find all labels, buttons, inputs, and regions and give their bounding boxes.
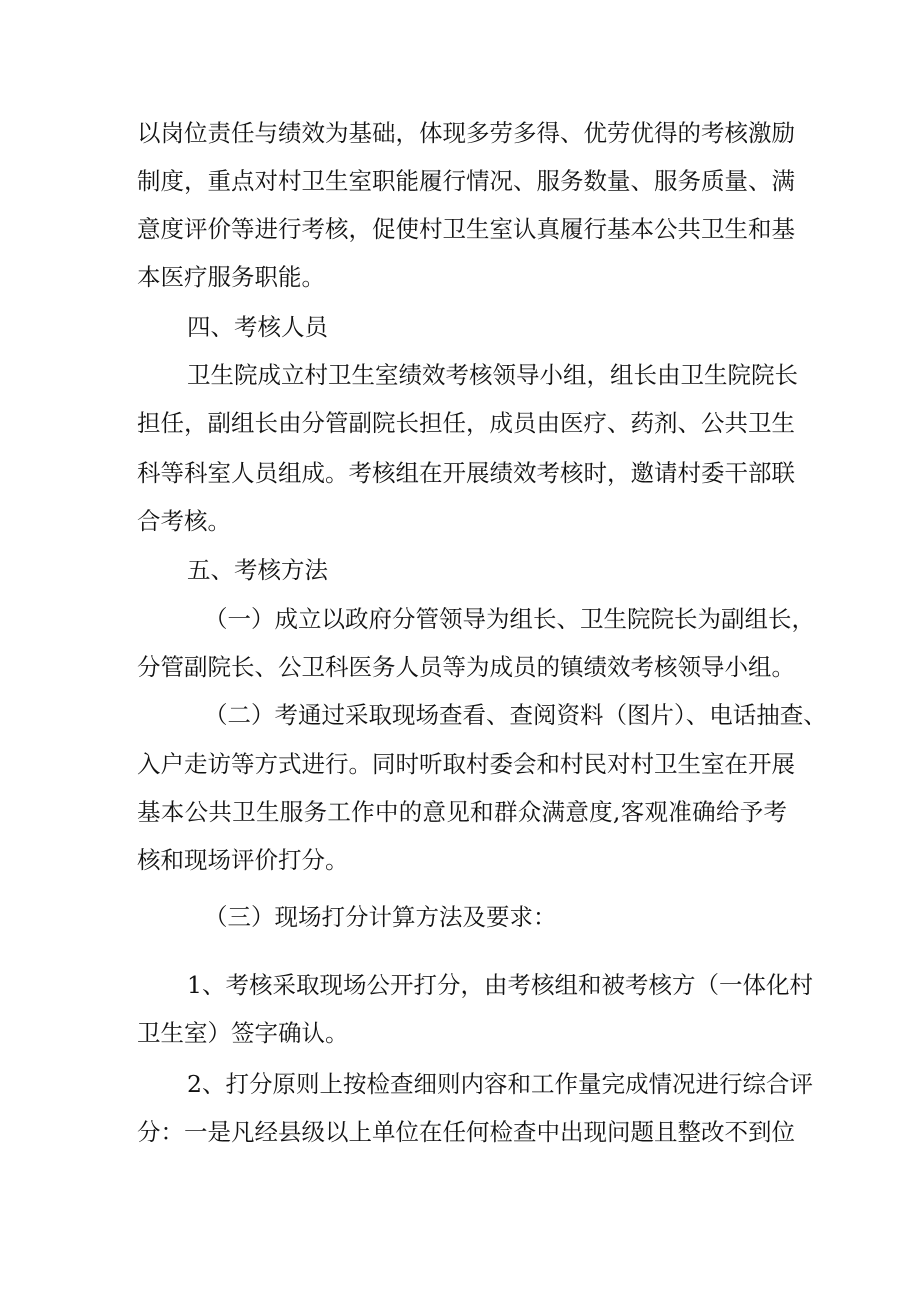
text-line: （二）考通过采取现场查看、查阅资料（图片）、电话抽查、 bbox=[204, 701, 827, 729]
text-line: （一）成立以政府分管领导为组长、卫生院院长为副组长， bbox=[204, 605, 815, 633]
section-heading-assessment-personnel: 四、考核人员 bbox=[187, 313, 328, 341]
text-line: 核和现场评价打分。 bbox=[137, 846, 349, 874]
text-line: 本医疗服务职能。 bbox=[137, 263, 325, 291]
text-line: 意度评价等进行考核，促使村卫生室认真履行基本公共卫生和基 bbox=[137, 215, 795, 243]
text-line: 入户走访等方式进行。同时听取村委会和村民对村卫生室在开展 bbox=[137, 750, 795, 778]
text-line: （三）现场打分计算方法及要求： bbox=[204, 903, 557, 931]
text-line: 合考核。 bbox=[137, 507, 231, 535]
text-line: 以岗位责任与绩效为基础，体现多劳多得、优劳优得的考核激励 bbox=[137, 119, 795, 147]
text-line: 卫生室）签字确认。 bbox=[137, 1019, 349, 1047]
text-line: 1、考核采取现场公开打分，由考核组和被考核方（一体化村 bbox=[187, 971, 813, 999]
section-heading-assessment-method: 五、考核方法 bbox=[187, 556, 328, 584]
text-line: 担任，副组长由分管副院长担任，成员由医疗、药剂、公共卫生 bbox=[137, 409, 795, 437]
text-line: 科等科室人员组成。考核组在开展绩效考核时，邀请村委干部联 bbox=[137, 459, 795, 487]
text-line: 2、打分原则上按检查细则内容和工作量完成情况进行综合评 bbox=[187, 1070, 813, 1098]
text-line: 分管副院长、公卫科医务人员等为成员的镇绩效考核领导小组。 bbox=[137, 653, 795, 681]
text-line: 制度，重点对村卫生室职能履行情况、服务数量、服务质量、满 bbox=[137, 167, 795, 195]
text-line: 基本公共卫生服务工作中的意见和群众满意度,客观准确给予考 bbox=[137, 798, 787, 826]
text-line: 卫生院成立村卫生室绩效考核领导小组，组长由卫生院院长 bbox=[187, 361, 798, 389]
text-line: 分：一是凡经县级以上单位在任何检查中出现问题且整改不到位 bbox=[137, 1118, 795, 1146]
